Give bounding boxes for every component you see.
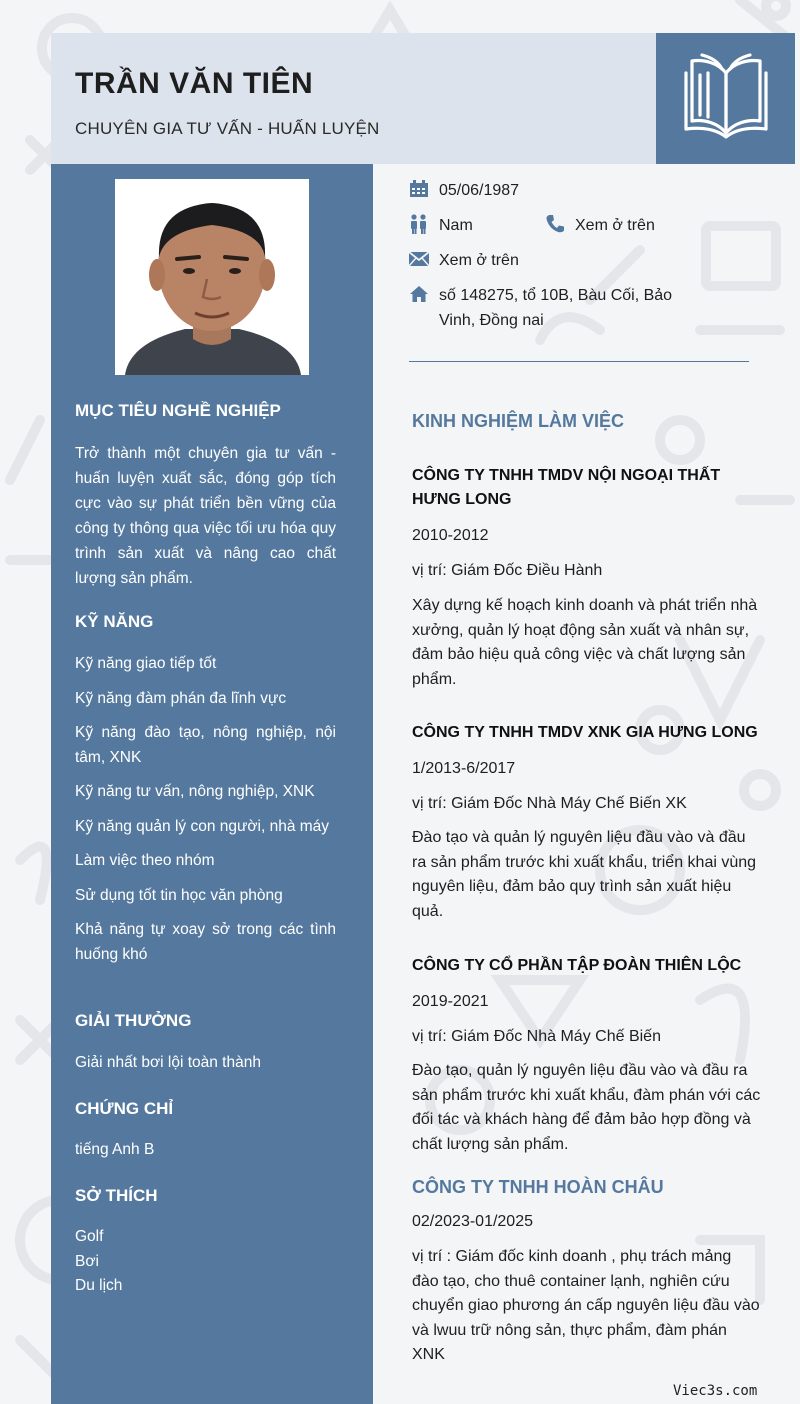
home-icon: [409, 283, 439, 305]
contact-phone: [545, 213, 655, 238]
candidate-title: CHUYÊN GIA TƯ VẤN - HUẤN LUYỆN: [75, 119, 380, 138]
sidebar: [51, 164, 373, 1404]
skills-heading: KỸ NĂNG: [75, 612, 154, 631]
header-panel: [51, 33, 656, 164]
hobby-item: Du lịch: [75, 1277, 123, 1294]
experience-heading: KINH NGHIỆM LÀM VIỆC: [412, 411, 625, 431]
job-description: Đào tạo, quản lý nguyên liệu đầu vào và đầu ra sản phẩm trước khi xuất khẩu, đàm phán với các đối tác và khách hàng để đảm bảo hợp đồng và chất lượng sản phẩm.: [412, 1062, 761, 1153]
job-description: Xây dựng kế hoạch kinh doanh và phát triển nhà xưởng, quản lý hoạt động sản xuất và nhân sự, đảm bảo hiệu quả công việc và chất lượng sản phẩm.: [412, 597, 758, 688]
job-description: Đào tạo và quản lý nguyên liệu đầu vào và đầu ra sản phẩm trước khi xuất khẩu, triển khai vùng nguyên liệu, đảm bảo quy trình sản xuất hiệu quả.: [412, 829, 757, 920]
skill-item: Sử dụng tốt tin học văn phòng: [75, 886, 283, 904]
skill-item: Kỹ năng đào tạo, nông nghiệp, nội tâm, XNK: [75, 724, 336, 766]
contact-address: [409, 283, 672, 333]
skill-item: Làm việc theo nhóm: [75, 852, 215, 869]
job-position: vị trí: Giám Đốc Nhà Máy Chế Biến XK: [412, 795, 687, 812]
hobbies-heading: SỞ THÍCH: [75, 1186, 158, 1205]
skill-item: Khả năng tự xoay sở trong các tình huống khó: [75, 921, 336, 963]
job-period: 02/2023-01/2025: [412, 1213, 533, 1230]
skills-list: [75, 652, 336, 977]
people-icon: [409, 213, 439, 235]
skill-item: Kỹ năng tư vấn, nông nghiệp, XNK: [75, 783, 315, 800]
gender-value: Nam: [439, 217, 473, 234]
skill-item: Kỹ năng quản lý con người, nhà máy: [75, 817, 330, 835]
calendar-icon: [409, 178, 439, 200]
objective-text: Trở thành một chuyên gia tư vấn - huấn luyện xuất sắc, đóng góp tích cực vào sự phát triển bền vững của công ty thông qua việc tối ưu hóa quy trình sản xuất và nâng cao chất lượng sản phẩm.: [75, 445, 336, 587]
cert-item: tiếng Anh B: [75, 1141, 155, 1158]
job-company: CÔNG TY TNHH HOÀN CHÂU: [412, 1177, 664, 1197]
phone-value: Xem ở trên: [575, 217, 655, 234]
hobbies-list-wrap: [75, 1225, 122, 1299]
birthday-value: 05/06/1987: [439, 182, 520, 199]
skill-item: Kỹ năng đàm phán đa lĩnh vực: [75, 689, 287, 707]
job-period: 1/2013-6/2017: [412, 760, 516, 777]
skill-item: Kỹ năng giao tiếp tốt: [75, 655, 217, 672]
contact-birthday: [409, 178, 519, 203]
contact-email: [409, 248, 519, 273]
address-value: [439, 283, 672, 333]
job-position: vị trí: Giám Đốc Nhà Máy Chế Biến: [412, 1028, 661, 1045]
certs-heading: CHỨNG CHỈ: [75, 1099, 174, 1118]
avatar: [115, 179, 309, 375]
candidate-name: TRẦN VĂN TIÊN: [75, 67, 314, 100]
job-company: CÔNG TY TNHH TMDV NỘI NGOẠI THẤT HƯNG LONG: [412, 467, 721, 508]
award-item: Giải nhất bơi lội toàn thành: [75, 1054, 261, 1071]
job-company: CÔNG TY CỔ PHẦN TẬP ĐOÀN THIÊN LỘC: [412, 957, 742, 974]
hobbies-list: [75, 1225, 122, 1299]
job-company: CÔNG TY TNHH TMDV XNK GIA HƯNG LONG: [412, 724, 758, 741]
address-line-1: số 148275, tổ 10B, Bàu Cối, Bảo: [439, 287, 673, 304]
open-book-icon: [678, 51, 774, 143]
phone-icon: [545, 213, 575, 235]
header-icon-box: [656, 33, 795, 164]
contact-divider: [409, 361, 749, 362]
footer-brand[interactable]: Viec3s.com: [673, 1383, 758, 1399]
mail-icon: [409, 248, 439, 270]
contact-gender: [409, 213, 473, 238]
hobby-item: Golf: [75, 1228, 104, 1245]
email-value: Xem ở trên: [439, 252, 519, 269]
avatar-portrait-icon: [115, 179, 309, 375]
awards-heading: GIẢI THƯỞNG: [75, 1011, 192, 1030]
job-period: 2010-2012: [412, 527, 489, 544]
job-description: vị trí : Giám đốc kinh doanh , phụ trách mảng đào tạo, cho thuê container lạnh, nghiên cứu chuyển giao phương án cấp nguyên liệu đầu vào và lwuu trữ nông sản, thực phẩm, đàm phán XNK: [412, 1248, 760, 1363]
job-period: 2019-2021: [412, 993, 489, 1010]
objective-heading: MỤC TIÊU NGHỀ NGHIỆP: [75, 401, 281, 420]
job-position: vị trí: Giám Đốc Điều Hành: [412, 562, 603, 579]
hobby-item: Bơi: [75, 1252, 99, 1270]
address-line-2: Vinh, Đồng nai: [439, 312, 544, 329]
